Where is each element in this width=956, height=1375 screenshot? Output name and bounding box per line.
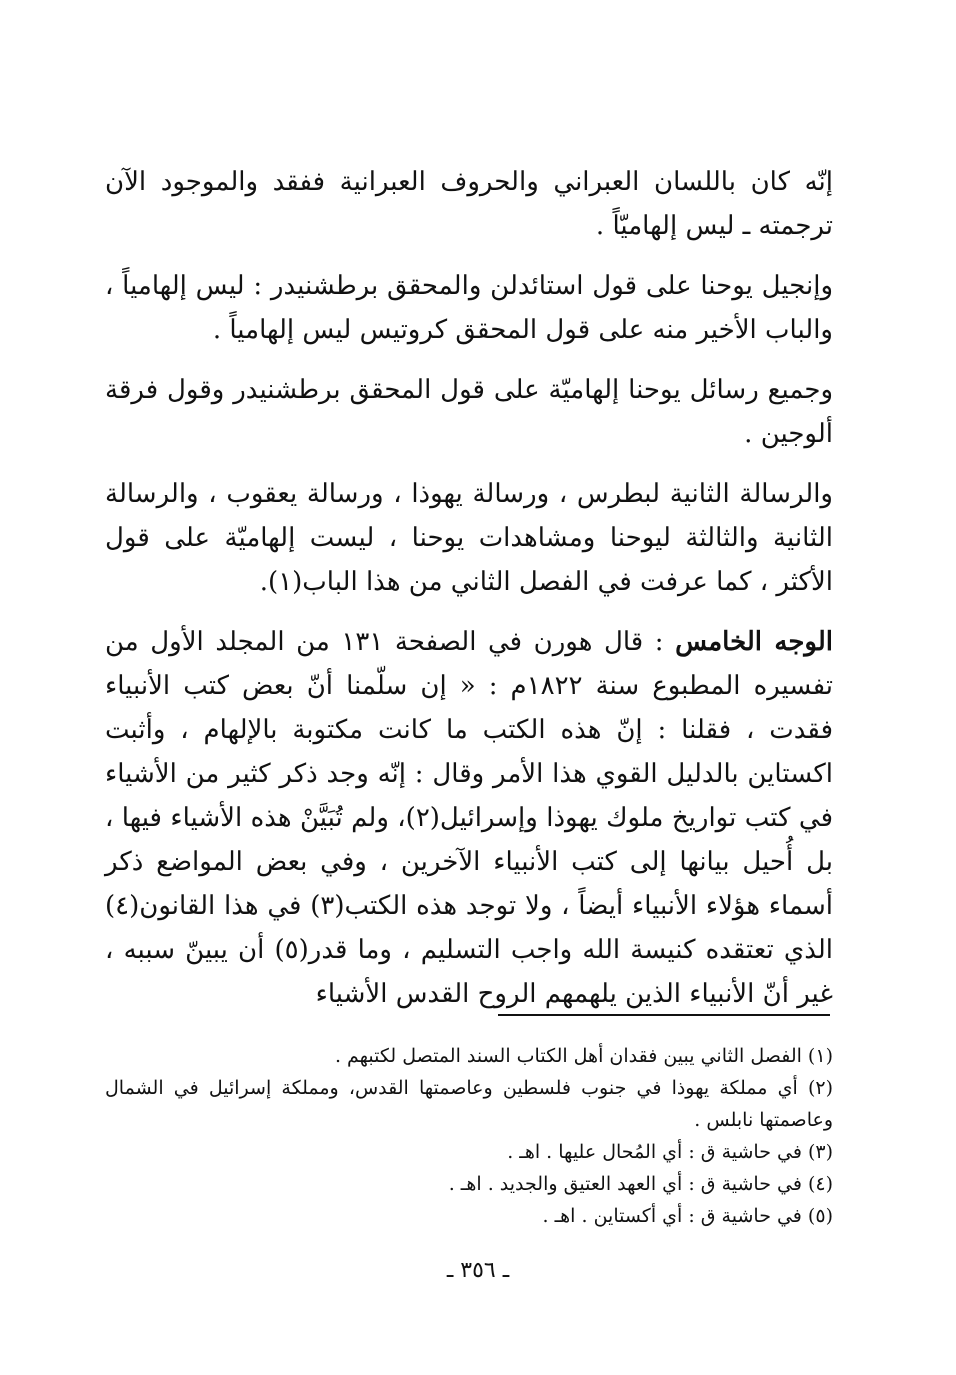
footnotes <box>105 1040 833 1232</box>
paragraph-3 <box>105 368 833 456</box>
paragraph-3-text: وجميع رسائل يوحنا إلهاميّة على قول المحقق برطشنيدر وقول فرقة ألوجين . <box>105 375 833 449</box>
main-text <box>105 160 833 1016</box>
paragraph-5-heading: الوجه الخامس <box>675 627 833 657</box>
paragraph-4 <box>105 472 833 604</box>
paragraph-1 <box>105 160 833 248</box>
paragraph-1-text: إنّه كان باللسان العبراني والحروف العبرانية ففقد والموجود الآن ترجمته ـ ليس إلهاميّاً . <box>105 167 833 241</box>
footnote-4: (٤) في حاشية ق : أي العهد العتيق والجديد . اهـ . <box>448 1173 833 1195</box>
paragraph-4-text: والرسالة الثانية لبطرس ، ورسالة يهوذا ، ورسالة يعقوب ، والرسالة الثانية والثالثة ليوحنا ومشاهدات يوحنا ، ليست إلهاميّة على قول الأكثر ، كما عرفت في الفصل الثاني من هذا الباب(١). <box>105 479 833 597</box>
paragraph-2-text: وإنجيل يوحنا على قول استائدلن والمحقق برطشنيدر : ليس إلهامياً ، والباب الأخير منه على قول المحقق كروتيس ليس إلهامياً . <box>105 271 833 345</box>
footnote-3: (٣) في حاشية ق : أي المُحال عليها . اهـ . <box>507 1141 833 1163</box>
paragraph-5 <box>105 620 833 1016</box>
footnote-5: (٥) في حاشية ق : أي أكستاين . اهـ . <box>542 1205 833 1227</box>
page-number: ـ ٣٥٦ ـ <box>446 1258 510 1283</box>
paragraph-2 <box>105 264 833 352</box>
paragraph-5-text: : قال هورن في الصفحة ١٣١ من المجلد الأول من تفسيره المطبوع سنة ١٨٢٢م : « إن سلّمنا أنّ بعض كتب الأنبياء فقدت ، فقلنا : إنّ هذه الكتب ما كانت مكتوبة بالإلهام ، وأثبت اكستاين بالدليل القوي هذا الأمر وقال : إنّه وجد ذكر كثير من الأشياء في كتب تواريخ ملوك يهوذا وإسرائيل(٢)، ولم تُبَيَّنْ هذه الأشياء فيها ، بل أُحيل بيانها إلى كتب الأنبياء الآخرين ، وفي بعض المواضع ذكر أسماء هؤلاء الأنبياء أيضاً ، ولا توجد هذه الكتب(٣) في هذا القانون(٤) الذي تعتقده كنيسة الله واجب التسليم ، وما قدر(٥) أن يبينّ سببه ، غير أنّ الأنبياء الذين يلهمهم الروح القدس الأشياء <box>105 627 833 1009</box>
footnote-1: (١) الفصل الثاني يبين فقدان أهل الكتاب السند المتصل لكتبهم . <box>334 1045 833 1067</box>
footnote-2: (٢) أي مملكة يهوذا في جنوب فلسطين وعاصمتها القدس، ومملكة إسرائيل في الشمال وعاصمتها نابلس . <box>105 1077 833 1131</box>
footnote-separator <box>498 1014 830 1016</box>
